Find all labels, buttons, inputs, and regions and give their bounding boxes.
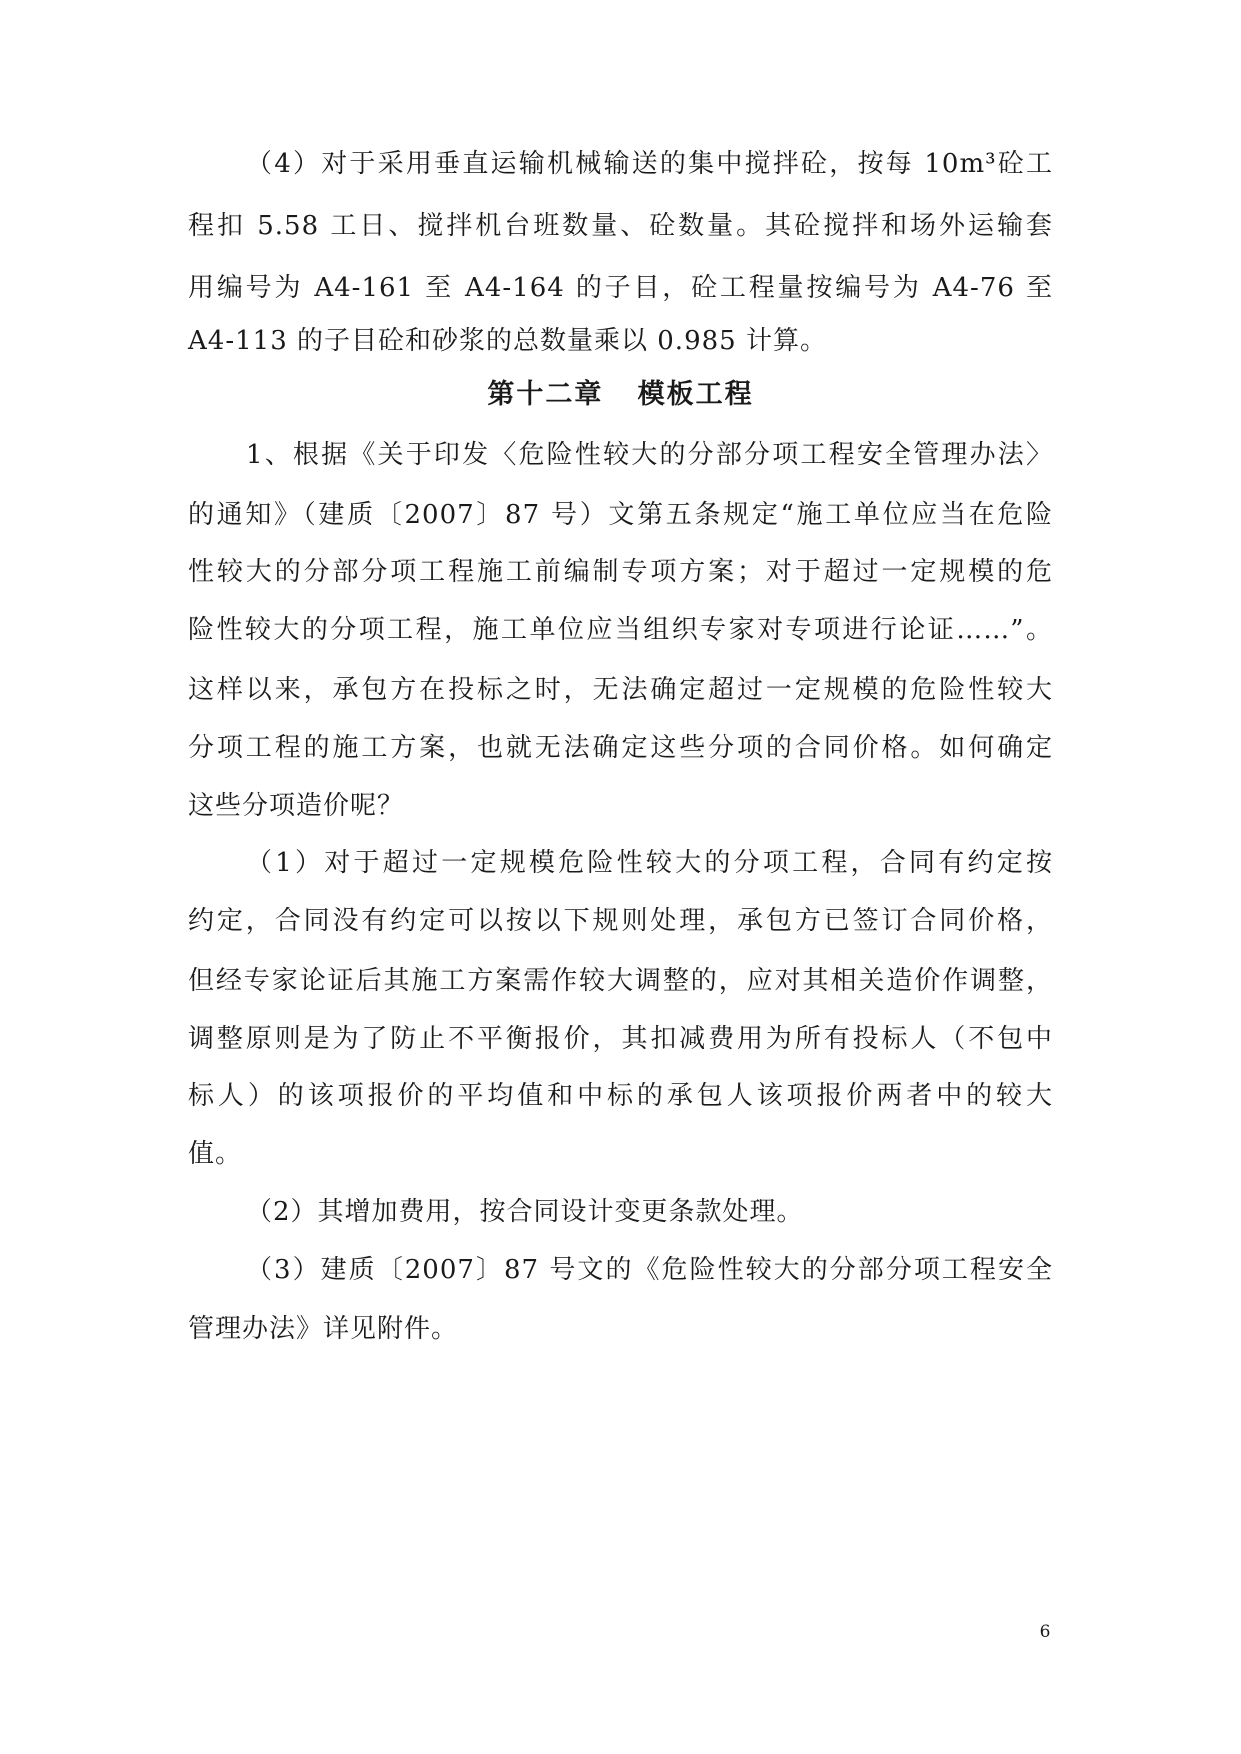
paragraph-line: 这些分项造价呢？ (188, 791, 405, 821)
paragraph-line: 调整原则是为了防止不平衡报价，其扣减费用为所有投标人（不包中 (188, 1024, 1053, 1054)
paragraph-line: 约定，合同没有约定可以按以下规则处理，承包方已签订合同价格， (188, 906, 1053, 936)
paragraph-line: 标人）的该项报价的平均值和中标的承包人该项报价两者中的较大 (188, 1081, 1053, 1111)
chapter-heading: 第十二章 模板工程 (487, 379, 754, 410)
paragraph-line: 性较大的分部分项工程施工前编制专项方案；对于超过一定规模的危 (188, 557, 1053, 587)
paragraph-line: A4-113 的子目砼和砂浆的总数量乘以 0.985 计算。 (188, 326, 827, 356)
paragraph-line: 险性较大的分项工程，施工单位应当组织专家对专项进行论证……”。 (188, 615, 1053, 645)
paragraph-line: （1）对于超过一定规模危险性较大的分项工程，合同有约定按 (246, 848, 1053, 878)
paragraph-line: （3）建质〔2007〕87 号文的《危险性较大的分部分项工程安全 (246, 1255, 1053, 1285)
paragraph-line: 值。 (188, 1139, 243, 1169)
paragraph-line: 管理办法》详见附件。 (188, 1314, 459, 1344)
paragraph-line: 这样以来，承包方在投标之时，无法确定超过一定规模的危险性较大 (188, 675, 1053, 705)
page-number: 6 (1039, 1622, 1051, 1642)
paragraph-line: 程扣 5.58 工日、搅拌机台班数量、砼数量。其砼搅拌和场外运输套 (188, 211, 1053, 241)
paragraph-line: 分项工程的施工方案，也就无法确定这些分项的合同价格。如何确定 (188, 733, 1053, 763)
paragraph-line: 1、根据《关于印发〈危险性较大的分部分项工程安全管理办法〉 (246, 440, 1053, 470)
paragraph-line: （4）对于采用垂直运输机械输送的集中搅拌砼，按每 10m³砼工 (246, 149, 1053, 179)
paragraph-line: （2）其增加费用，按合同设计变更条款处理。 (246, 1197, 804, 1227)
paragraph-line: 用编号为 A4-161 至 A4-164 的子目，砼工程量按编号为 A4-76 至 (188, 273, 1053, 303)
paragraph-line: 但经专家论证后其施工方案需作较大调整的，应对其相关造价作调整， (188, 966, 1053, 996)
paragraph-line: 的通知》（建质〔2007〕87 号）文第五条规定“施工单位应当在危险 (188, 500, 1053, 530)
